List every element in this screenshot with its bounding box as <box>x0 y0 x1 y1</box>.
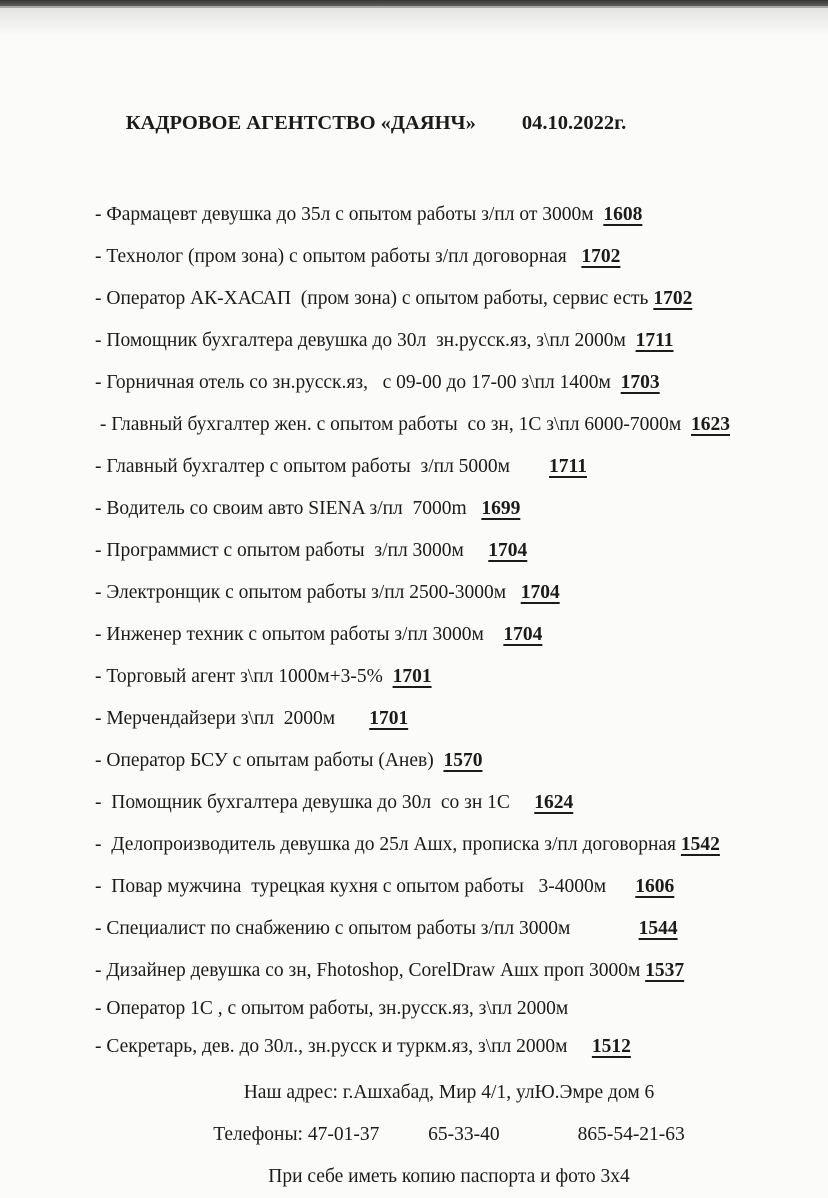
vacancy-text: - Секретарь, дев. до 30л., зн.русск и туркм.яз, з\пл 2000м <box>95 1036 592 1057</box>
vacancy-text: - Помощник бухгалтера девушка до 30л со зн 1С <box>95 792 535 813</box>
note-line: При себе иметь копию паспорта и фото 3х4 <box>268 1166 630 1187</box>
vacancy-code: 1623 <box>691 414 730 435</box>
vacancy-line <box>95 698 803 740</box>
vacancy-code: 1699 <box>481 498 521 519</box>
vacancy-line <box>95 488 803 530</box>
vacancy-code: 1544 <box>638 918 678 939</box>
vacancy-code: 1512 <box>591 1036 631 1057</box>
vacancy-text: - Дизайнер девушка со зн, Fhotoshop, CorelDraw Ашх проп 3000м <box>95 960 646 981</box>
vacancy-text: - Главный бухгалтер с опытом работы з/пл 5000м <box>95 456 550 477</box>
vacancy-code: 1606 <box>635 876 675 897</box>
vacancy-code: 1624 <box>534 792 574 813</box>
address-line: Наш адрес: г.Ашхабад, Мир 4/1, улЮ.Эмре дом 6 <box>243 1082 655 1103</box>
vacancy-code: 1703 <box>620 372 660 393</box>
top-edge-fade <box>0 8 828 36</box>
vacancy-line <box>95 740 803 782</box>
vacancy-line <box>95 1026 803 1068</box>
vacancy-text: - Делопроизводитель девушка до 25л Ашх, прописка з/пл договорная <box>95 834 681 855</box>
vacancy-text: - Оператор АК-ХАСАП (пром зона) с опытом работы, сервис есть <box>95 288 654 309</box>
vacancy-code: 1704 <box>520 582 560 603</box>
vacancy-text: - Специалист по снабжению с опытом работы з/пл 3000м <box>95 918 639 939</box>
vacancy-code: 1701 <box>392 666 432 687</box>
vacancy-text: - Горничная отель со зн.русск.яз, с 09-00 до 17-00 з\пл 1400м <box>95 372 621 393</box>
vacancy-line <box>95 824 803 866</box>
vacancy-text: - Оператор БСУ с опытам работы (Анев) <box>95 750 444 771</box>
vacancy-code: 1537 <box>645 960 685 981</box>
vacancy-text: - Оператор 1С , с опытом работы, зн.русск.яз, з\пл 2000м <box>95 998 569 1019</box>
vacancy-code: 1702 <box>581 246 621 267</box>
vacancy-text: - Главный бухгалтер жен. с опытом работы со зн, 1С з\пл 6000-7000м <box>95 414 691 435</box>
document-date: 04.10.2022г. <box>521 112 627 134</box>
vacancy-text: - Электронщик с опытом работы з/пл 2500-3000м <box>95 582 521 603</box>
vacancy-line <box>95 362 803 404</box>
vacancy-code: 1702 <box>653 288 693 309</box>
vacancy-code: 1608 <box>603 204 643 225</box>
vacancy-code: 1704 <box>488 540 528 561</box>
vacancy-code: 1701 <box>369 708 409 729</box>
vacancy-line <box>95 530 803 572</box>
vacancy-code: 1711 <box>549 456 587 477</box>
vacancy-text: - Торговый агент з\пл 1000м+3-5% <box>95 666 393 687</box>
vacancy-line <box>95 278 803 320</box>
top-edge-bar <box>0 0 828 8</box>
vacancy-line <box>95 320 803 362</box>
vacancy-code: 1711 <box>635 330 674 351</box>
vacancy-text: - Технолог (пром зона) с опытом работы з/пл договорная <box>95 246 582 267</box>
vacancy-line <box>95 908 803 950</box>
vacancy-line <box>95 446 803 488</box>
vacancy-text: - Программист с опытом работы з/пл 3000м <box>95 540 489 561</box>
agency-title: КАДРОВОЕ АГЕНТСТВО «ДАЯНЧ» <box>125 112 476 134</box>
vacancy-text: - Фармацевт девушка до 35л с опытом работы з/пл от 3000м <box>95 204 604 225</box>
vacancy-line <box>95 656 803 698</box>
vacancy-code: 1570 <box>443 750 483 771</box>
vacancy-line <box>95 236 803 278</box>
vacancy-line <box>95 194 803 236</box>
document-title-row <box>95 60 803 186</box>
vacancy-text: - Помощник бухгалтера девушка до 30л зн.русск.яз, з\пл 2000м <box>95 330 636 351</box>
vacancy-line <box>95 572 803 614</box>
vacancy-line <box>95 992 803 1026</box>
phones-line: Телефоны: 47-01-37 65-33-40 865-54-21-63 <box>213 1124 685 1145</box>
vacancy-list <box>95 194 803 1068</box>
vacancy-text: - Инженер техник с опытом работы з/пл 3000м <box>95 624 504 645</box>
vacancy-line <box>95 950 803 992</box>
document-content <box>0 60 828 1198</box>
vacancy-text: - Мерчендайзери з\пл 2000м <box>95 708 370 729</box>
vacancy-line <box>95 404 803 446</box>
vacancy-line <box>95 614 803 656</box>
vacancy-line <box>95 866 803 908</box>
vacancy-text: - Повар мужчина турецкая кухня с опытом работы 3-4000м <box>95 876 636 897</box>
vacancy-text: - Водитель со своим авто SIENA з/пл 7000m <box>95 498 482 519</box>
document-footer <box>95 1072 803 1198</box>
vacancy-line <box>95 782 803 824</box>
vacancy-code: 1542 <box>680 834 720 855</box>
vacancy-code: 1704 <box>503 624 543 645</box>
